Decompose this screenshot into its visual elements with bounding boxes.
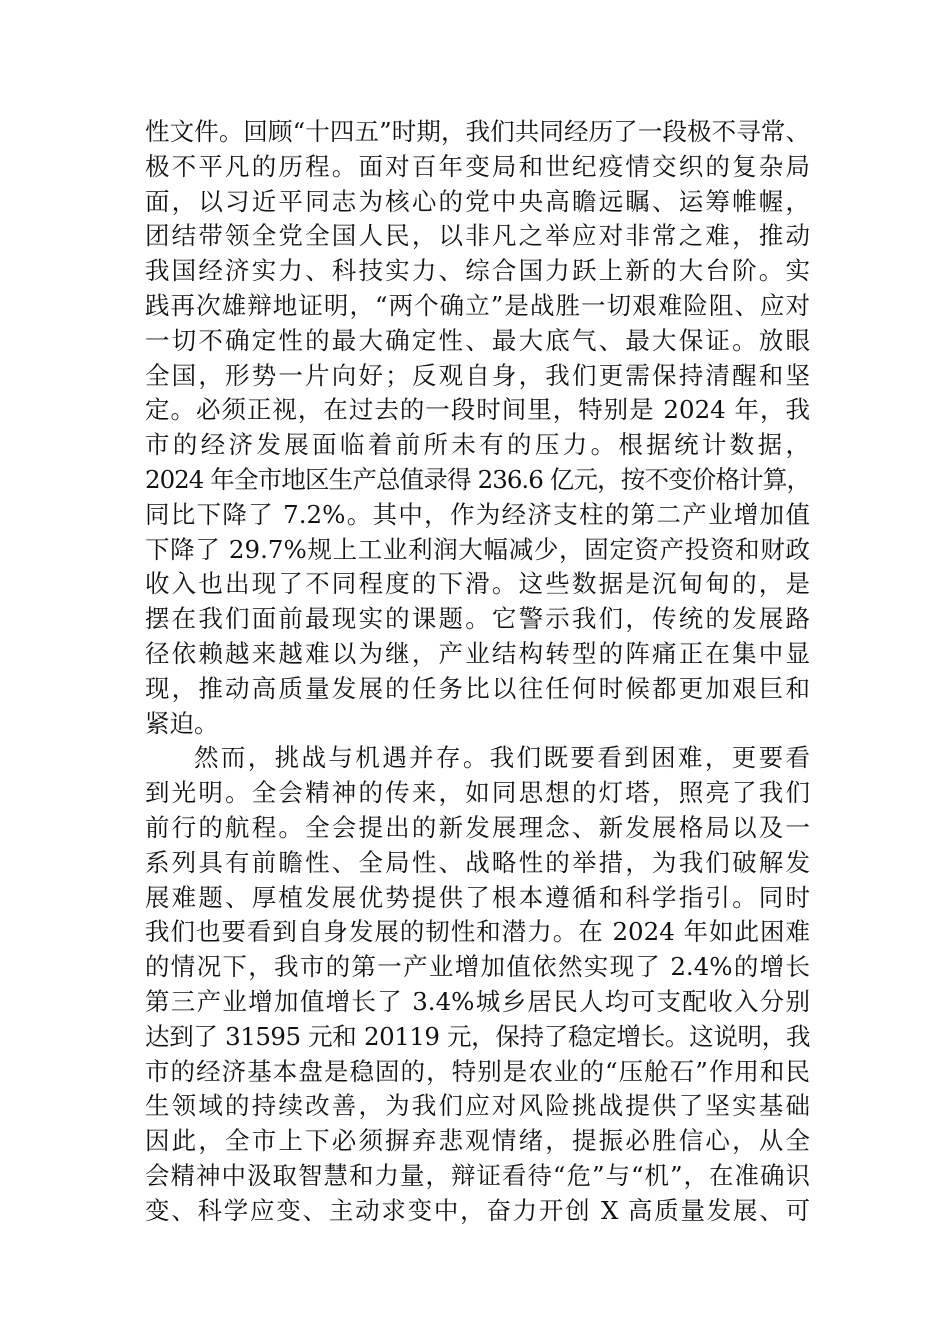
text-line: 团结带领全党全国人民，以非凡之举应对非常之难，推动 <box>145 221 810 251</box>
text-line: 系列具有前瞻性、全局性、战略性的举措，为我们破解发 <box>145 847 810 877</box>
text-line: 收入也出现了不同程度的下滑。这些数据是沉甸甸的，是 <box>145 569 810 599</box>
text-line: 摆在我们面前最现实的课题。它警示我们，传统的发展路 <box>145 604 810 634</box>
text-line: 极不平凡的历程。面对百年变局和世纪疫情交织的复杂局 <box>145 151 810 181</box>
text-line: 2024 年全市地区生产总值录得 236.6 亿元，按不变价格计算， <box>145 464 810 494</box>
text-line: 的情况下，我市的第一产业增加值依然实现了 2.4%的增长 <box>145 952 810 982</box>
text-line: 我国经济实力、科技实力、综合国力跃上新的大台阶。实 <box>145 256 810 286</box>
text-line: 面，以习近平同志为核心的党中央高瞻远瞩、运筹帷幄， <box>145 186 810 216</box>
text-line: 紧迫。 <box>145 708 219 738</box>
text-line: 定。必须正视，在过去的一段时间里，特别是 2024 年，我 <box>145 395 810 425</box>
text-line: 践再次雄辩地证明，“两个确立”是战胜一切艰难险阻、应对 <box>145 290 810 320</box>
text-line: 因此，全市上下必须摒弃悲观情绪，提振必胜信心，从全 <box>145 1126 810 1156</box>
text-line: 全国，形势一片向好；反观自身，我们更需保持清醒和坚 <box>145 360 810 390</box>
text-line: 性文件。回顾“十四五”时期，我们共同经历了一段极不寻常、 <box>145 117 810 146</box>
text-line: 下降了 29.7%规上工业利润大幅减少，固定资产投资和财政 <box>145 534 810 564</box>
text-line: 市的经济发展面临着前所未有的压力。根据统计数据， <box>145 430 810 460</box>
text-line: 我们也要看到自身发展的韧性和潜力。在 2024 年如此困难 <box>145 917 810 947</box>
text-line: 第三产业增加值增长了 3.4%城乡居民人均可支配收入分别 <box>145 986 810 1016</box>
text-line: 同比下降了 7.2%。其中，作为经济支柱的第二产业增加值 <box>145 499 810 529</box>
document-body <box>145 115 810 1229</box>
text-line: 一切不确定性的最大确定性、最大底气、最大保证。放眼 <box>145 325 810 355</box>
text-line: 径依赖越来越难以为继，产业结构转型的阵痛正在集中显 <box>145 638 810 668</box>
text-line: 到光明。全会精神的传来，如同思想的灯塔，照亮了我们 <box>145 778 810 808</box>
text-line: 展难题、厚植发展优势提供了根本遵循和科学指引。同时 <box>145 882 810 912</box>
paragraph-1 <box>145 115 810 741</box>
text-line: 现，推动高质量发展的任务比以往任何时候都更加艰巨和 <box>145 673 810 703</box>
text-line: 然而，挑战与机遇并存。我们既要看到困难，更要看 <box>194 743 810 773</box>
text-line: 生领域的持续改善，为我们应对风险挑战提供了坚实基础 <box>145 1091 810 1121</box>
text-line: 会精神中汲取智慧和力量，辩证看待“危”与“机”，在准确识 <box>145 1160 810 1190</box>
text-line: 市的经济基本盘是稳固的，特别是农业的“压舱石”作用和民 <box>145 1056 810 1086</box>
text-line: 前行的航程。全会提出的新发展理念、新发展格局以及一 <box>145 812 810 842</box>
paragraph-2 <box>145 741 810 1228</box>
text-line: 变、科学应变、主动求变中，奋力开创 X 高质量发展、可 <box>145 1195 810 1225</box>
text-line: 达到了 31595 元和 20119 元，保持了稳定增长。这说明，我 <box>145 1021 810 1051</box>
